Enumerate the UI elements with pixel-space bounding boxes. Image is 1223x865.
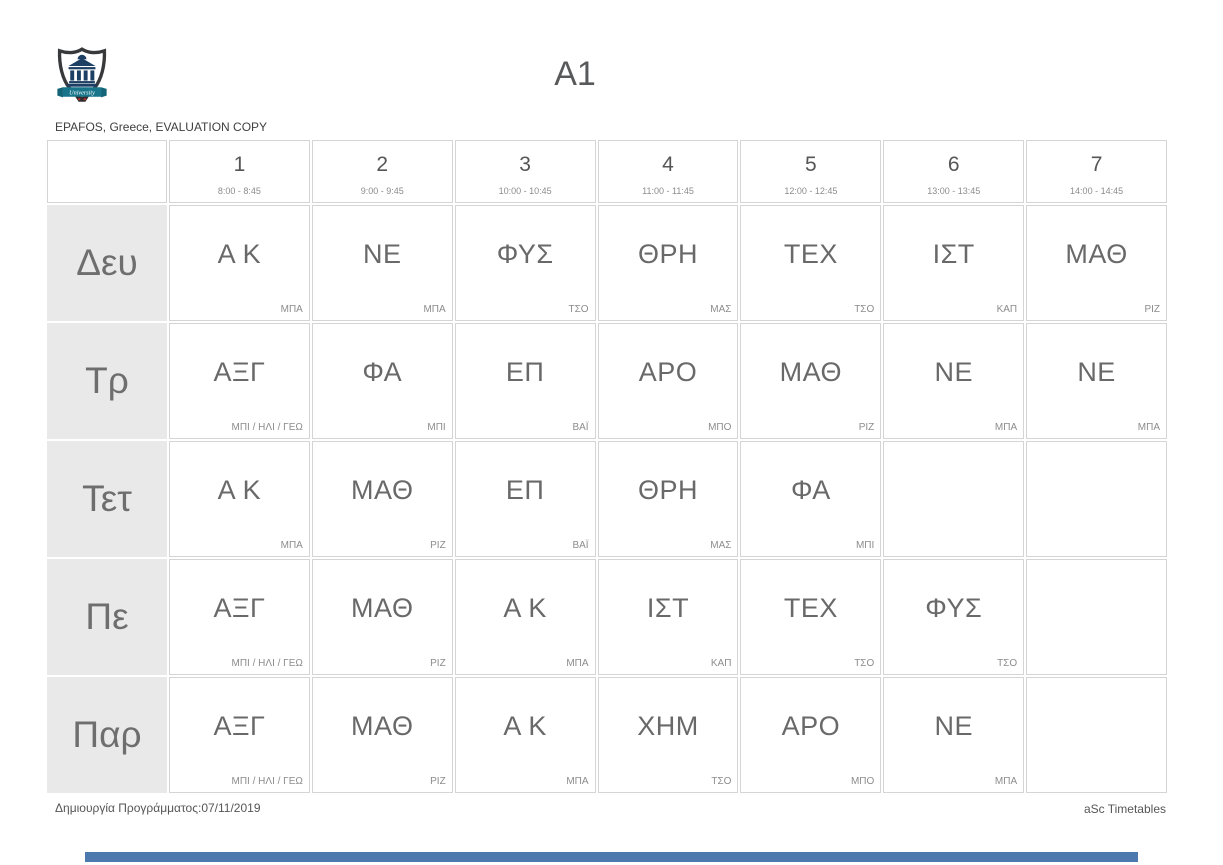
lesson-cell-empty bbox=[1026, 677, 1167, 793]
lesson-cell bbox=[455, 559, 596, 675]
lesson-cell bbox=[740, 677, 881, 793]
lesson-subject: ΜΑΘ bbox=[351, 592, 414, 623]
period-header-1 bbox=[169, 140, 310, 203]
lesson-teacher: ΡΙΖ bbox=[430, 658, 446, 669]
lesson-cell bbox=[740, 205, 881, 321]
lesson-teacher: ΤΣΟ bbox=[711, 776, 732, 787]
lesson-cell bbox=[169, 441, 310, 557]
lesson-subject: ΘΡΗ bbox=[637, 474, 698, 505]
lesson-subject: ΜΑΘ bbox=[1065, 238, 1128, 269]
lesson-subject: ΝΕ bbox=[934, 710, 973, 741]
lesson-teacher: ΜΠΟ bbox=[850, 776, 875, 787]
lesson-teacher: ΜΠΙ / ΗΛΙ / ΓΕΩ bbox=[231, 776, 303, 787]
lesson-cell bbox=[169, 205, 310, 321]
lesson-subject: ΤΕΧ bbox=[783, 238, 838, 269]
lesson-teacher: ΜΑΣ bbox=[710, 540, 732, 551]
lesson-subject: ΕΠ bbox=[505, 356, 545, 387]
lesson-cell bbox=[598, 205, 739, 321]
lesson-subject: ΑΡΟ bbox=[638, 356, 698, 387]
lesson-cell bbox=[169, 559, 310, 675]
lesson-cell bbox=[169, 323, 310, 439]
lesson-cell-empty bbox=[1026, 559, 1167, 675]
period-number: 1 bbox=[233, 153, 246, 176]
lesson-subject: ΙΣΤ bbox=[646, 592, 690, 623]
lesson-cell bbox=[598, 677, 739, 793]
lesson-teacher: ΜΠΙ bbox=[427, 422, 446, 433]
lesson-subject: ΝΕ bbox=[1077, 356, 1116, 387]
lesson-cell bbox=[740, 441, 881, 557]
logo-banner-text: University bbox=[69, 90, 95, 97]
period-header-2 bbox=[312, 140, 453, 203]
lesson-teacher: ΤΣΟ bbox=[568, 304, 589, 315]
lesson-cell bbox=[598, 323, 739, 439]
lesson-cell bbox=[169, 677, 310, 793]
period-header-3 bbox=[455, 140, 596, 203]
lesson-subject: ΝΕ bbox=[363, 238, 402, 269]
period-time: 13:00 - 13:45 bbox=[927, 186, 981, 196]
horizontal-scrollbar-thumb[interactable] bbox=[85, 852, 1138, 862]
period-number: 6 bbox=[947, 153, 960, 176]
lesson-teacher: ΜΠΑ bbox=[280, 304, 303, 315]
lesson-cell bbox=[740, 323, 881, 439]
lesson-cell bbox=[312, 559, 453, 675]
day-header-tuesday: Τρ bbox=[47, 323, 167, 439]
lesson-teacher: ΜΠΑ bbox=[994, 422, 1018, 433]
lesson-teacher: ΡΙΖ bbox=[430, 776, 446, 787]
period-time: 14:00 - 14:45 bbox=[1070, 186, 1124, 196]
period-time: 11:00 - 11:45 bbox=[642, 186, 694, 196]
lesson-teacher: ΜΠΙ bbox=[855, 540, 875, 551]
lesson-cell bbox=[883, 205, 1024, 321]
lesson-subject: ΑΞΓ bbox=[213, 710, 266, 741]
lesson-teacher: ΜΠΑ bbox=[994, 776, 1018, 787]
lesson-subject: ΦΑ bbox=[362, 356, 403, 387]
lesson-cell bbox=[455, 441, 596, 557]
lesson-teacher: ΤΣΟ bbox=[997, 658, 1018, 669]
lesson-cell-empty bbox=[883, 441, 1024, 557]
period-header-7 bbox=[1026, 140, 1167, 203]
day-header-friday: Παρ bbox=[47, 677, 167, 793]
timetable-grid bbox=[47, 140, 1167, 793]
lesson-subject: ΦΥΣ bbox=[496, 238, 554, 269]
lesson-subject: ΑΞΓ bbox=[213, 356, 266, 387]
lesson-subject: Α Κ bbox=[217, 474, 262, 505]
lesson-subject: ΦΑ bbox=[790, 474, 831, 505]
asc-timetables-credit: aSc Timetables bbox=[1083, 802, 1166, 816]
lesson-cell bbox=[455, 677, 596, 793]
lesson-subject: ΜΑΘ bbox=[351, 710, 414, 741]
lesson-teacher: ΜΑΣ bbox=[710, 304, 732, 315]
lesson-subject: ΘΡΗ bbox=[637, 238, 698, 269]
lesson-cell bbox=[740, 559, 881, 675]
period-number: 5 bbox=[805, 153, 817, 176]
lesson-cell bbox=[1026, 323, 1167, 439]
lesson-cell bbox=[598, 559, 739, 675]
lesson-cell bbox=[312, 677, 453, 793]
lesson-subject: ΙΣΤ bbox=[932, 238, 975, 269]
lesson-teacher: ΜΠΑ bbox=[280, 540, 303, 551]
period-time: 12:00 - 12:45 bbox=[784, 186, 838, 196]
lesson-teacher: ΜΠΙ / ΗΛΙ / ΓΕΩ bbox=[231, 658, 303, 669]
lesson-subject: ΑΞΓ bbox=[213, 592, 266, 623]
lesson-teacher: ΒΑΪ bbox=[572, 422, 589, 433]
evaluation-copy-label: EPAFOS, Greece, EVALUATION COPY bbox=[55, 120, 268, 134]
est-mark bbox=[75, 97, 88, 102]
lesson-subject: Α Κ bbox=[503, 710, 547, 741]
lesson-subject: ΧΗΜ bbox=[637, 710, 699, 741]
lesson-cell bbox=[1026, 205, 1167, 321]
lesson-teacher: ΜΠΑ bbox=[566, 658, 589, 669]
lesson-subject: ΜΑΘ bbox=[779, 356, 843, 387]
creation-date-label: Δημιουργία Προγράμματος:07/11/2019 bbox=[55, 801, 261, 815]
period-time: 9:00 - 9:45 bbox=[360, 186, 404, 196]
lesson-cell bbox=[312, 441, 453, 557]
period-number: 2 bbox=[376, 153, 389, 176]
lesson-cell bbox=[312, 205, 453, 321]
period-header-5 bbox=[740, 140, 881, 203]
lesson-teacher: ΡΙΖ bbox=[430, 540, 446, 551]
period-number: 4 bbox=[662, 153, 674, 176]
corner-cell bbox=[47, 140, 167, 203]
lesson-subject: Α Κ bbox=[217, 238, 262, 269]
period-number: 3 bbox=[519, 153, 531, 176]
lesson-subject: ΦΥΣ bbox=[925, 592, 983, 623]
period-header-6 bbox=[883, 140, 1024, 203]
lesson-cell bbox=[455, 205, 596, 321]
lesson-cell bbox=[598, 441, 739, 557]
lesson-teacher: ΚΑΠ bbox=[710, 658, 732, 669]
lesson-subject: ΕΠ bbox=[505, 474, 545, 505]
lesson-teacher: ΜΠΙ / ΗΛΙ / ΓΕΩ bbox=[231, 422, 303, 433]
lesson-cell-empty bbox=[1026, 441, 1167, 557]
lesson-subject: ΑΡΟ bbox=[781, 710, 841, 741]
lesson-teacher: ΜΠΟ bbox=[708, 422, 732, 433]
period-number: 7 bbox=[1090, 153, 1103, 176]
lesson-subject: ΝΕ bbox=[934, 356, 973, 387]
lesson-teacher: ΡΙΖ bbox=[1144, 304, 1160, 315]
period-header-4 bbox=[598, 140, 739, 203]
lesson-cell bbox=[883, 559, 1024, 675]
lesson-teacher: ΤΣΟ bbox=[854, 658, 875, 669]
lesson-subject: Α Κ bbox=[503, 592, 547, 623]
lesson-subject: ΜΑΘ bbox=[351, 474, 414, 505]
period-time: 10:00 - 10:45 bbox=[498, 186, 552, 196]
page-title: A1 bbox=[554, 55, 596, 93]
lesson-teacher: ΜΠΑ bbox=[1137, 422, 1160, 433]
lesson-teacher: ΡΙΖ bbox=[858, 422, 875, 433]
lesson-cell bbox=[455, 323, 596, 439]
day-header-thursday: Πε bbox=[47, 559, 167, 675]
lesson-teacher: ΤΣΟ bbox=[854, 304, 875, 315]
lesson-cell bbox=[883, 323, 1024, 439]
lesson-teacher: ΒΑΪ bbox=[572, 540, 589, 551]
lesson-teacher: ΚΑΠ bbox=[996, 304, 1018, 315]
period-time: 8:00 - 8:45 bbox=[217, 186, 261, 196]
day-header-monday: Δευ bbox=[47, 205, 167, 321]
lesson-teacher: ΜΠΑ bbox=[423, 304, 446, 315]
day-header-wednesday: Τετ bbox=[47, 441, 167, 557]
lesson-teacher: ΜΠΑ bbox=[566, 776, 589, 787]
lesson-subject: ΤΕΧ bbox=[783, 592, 838, 623]
lesson-cell bbox=[312, 323, 453, 439]
lesson-cell bbox=[883, 677, 1024, 793]
